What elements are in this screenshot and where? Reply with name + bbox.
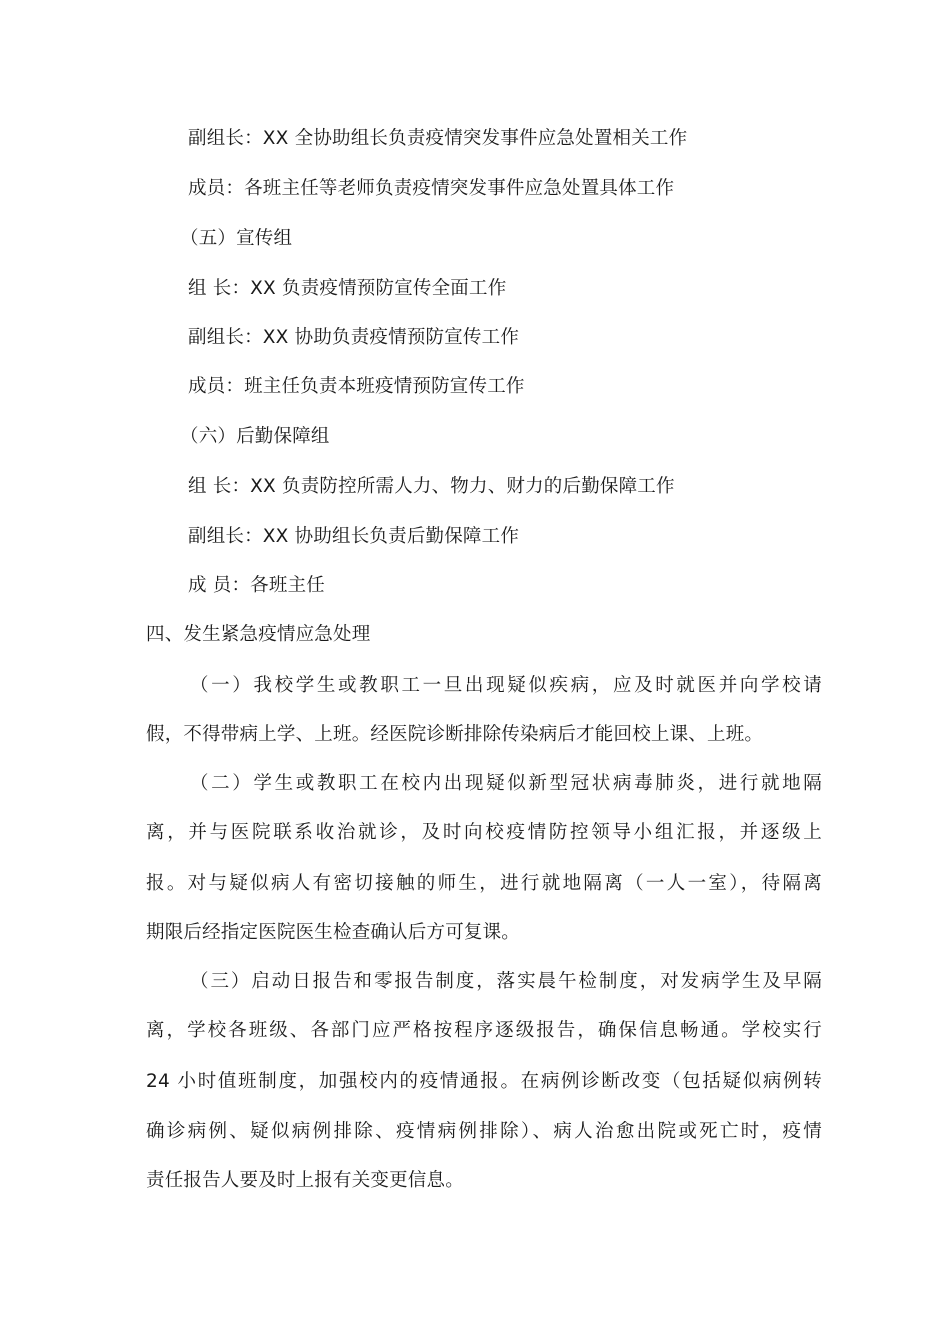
- leader-logistics-line: 组 长：XX 负责防控所需人力、物力、财力的后勤保障工作: [188, 476, 675, 497]
- paragraph-three-line-1: （三）启动日报告和零报告制度，落实晨午检制度，对发病学生及早隔: [190, 971, 822, 992]
- paragraph-two-line-1: （二）学生或教职工在校内出现疑似新型冠状病毒肺炎，进行就地隔: [190, 773, 822, 794]
- leader-publicity-line: 组 长：XX 负责疫情预防宣传全面工作: [188, 278, 507, 299]
- members-logistics-line: 成 员：各班主任: [188, 575, 325, 596]
- paragraph-three-line-2: 离，学校各班级、各部门应严格按程序逐级报告，确保信息畅通。学校实行: [146, 1020, 822, 1041]
- paragraph-three-line-5: 责任报告人要及时上报有关变更信息。: [146, 1170, 464, 1191]
- members-emergency-line: 成员：各班主任等老师负责疫情突发事件应急处置具体工作: [188, 178, 675, 199]
- chapter-heading-emergency: 四、发生紧急疫情应急处理: [146, 624, 371, 645]
- members-publicity-line: 成员：班主任负责本班疫情预防宣传工作: [188, 376, 525, 397]
- paragraph-one-line-2: 假，不得带病上学、上班。经医院诊断排除传染病后才能回校上课、上班。: [146, 724, 764, 745]
- deputy-leader-emergency-line: 副组长：XX 全协助组长负责疫情突发事件应急处置相关工作: [188, 128, 688, 149]
- paragraph-three-line-3: 24 小时值班制度，加强校内的疫情通报。在病例诊断改变（包括疑似病例转: [146, 1071, 822, 1092]
- section-heading-publicity: （五）宣传组: [180, 228, 293, 249]
- paragraph-three-line-4: 确诊病例、疑似病例排除、疫情病例排除）、病人治愈出院或死亡时，疫情: [146, 1121, 822, 1142]
- paragraph-two-line-2: 离，并与医院联系收治就诊，及时向校疫情防控领导小组汇报，并逐级上: [146, 822, 822, 843]
- paragraph-two-line-3: 报。对与疑似病人有密切接触的师生，进行就地隔离（一人一室），待隔离: [146, 873, 822, 894]
- paragraph-one-line-1: （一）我校学生或教职工一旦出现疑似疾病，应及时就医并向学校请: [190, 675, 822, 696]
- paragraph-two-line-4: 期限后经指定医院医生检查确认后方可复课。: [146, 922, 521, 943]
- section-heading-logistics: （六）后勤保障组: [180, 426, 330, 447]
- deputy-leader-publicity-line: 副组长：XX 协助负责疫情预防宣传工作: [188, 327, 520, 348]
- deputy-leader-logistics-line: 副组长：XX 协助组长负责后勤保障工作: [188, 526, 520, 547]
